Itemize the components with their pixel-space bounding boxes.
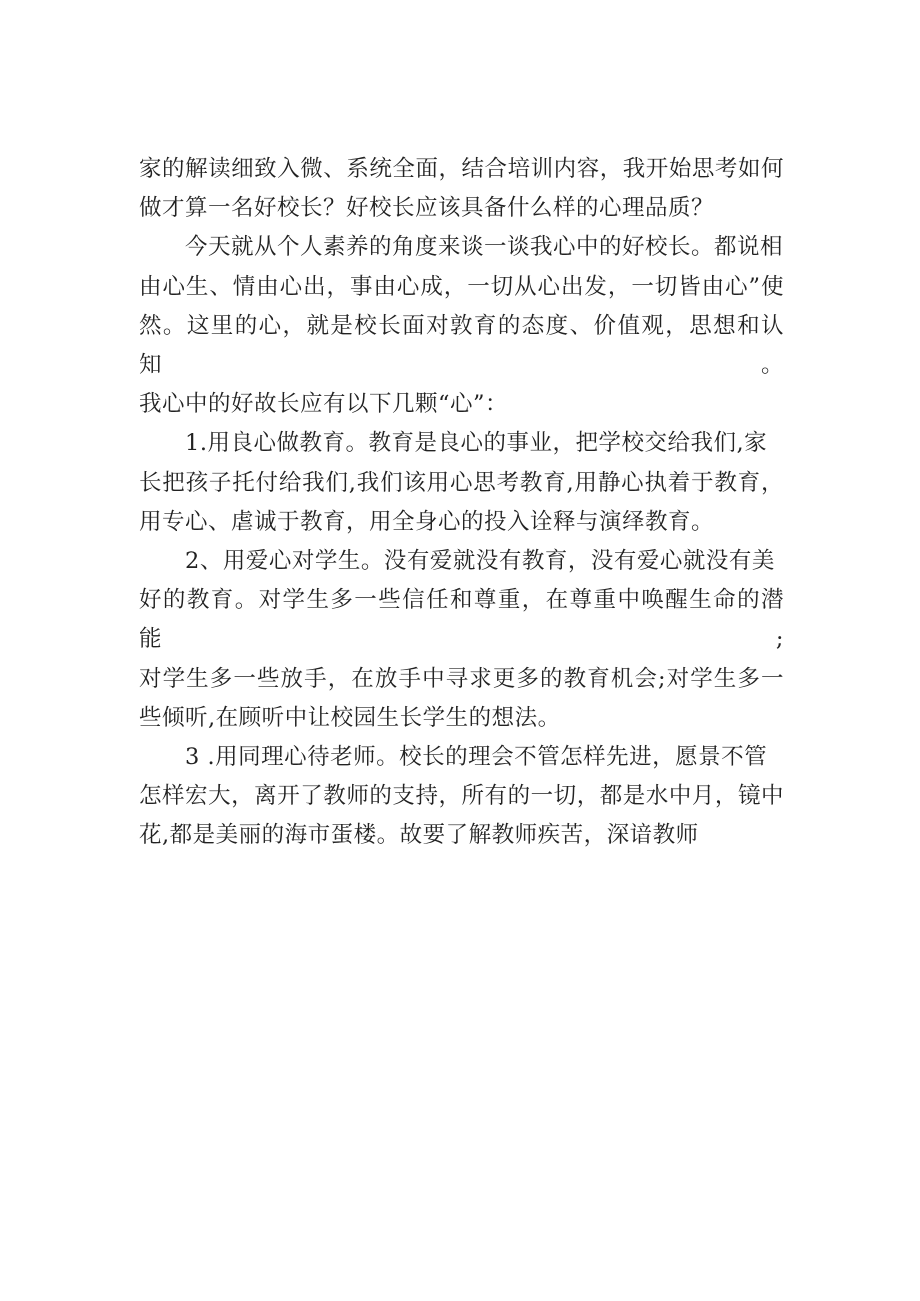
document-body (139, 150, 784, 856)
text-line: 由心生、情由心出，事由心成，一切从心出发，一切皆由心”使 (139, 273, 784, 300)
text-line: 花,都是美丽的海市蛋楼。故要了解教师疾苦，深谙教师 (139, 822, 699, 849)
text-line: 今天就从个人素养的角度来谈一谈我心中的好校长。都说相 (185, 234, 784, 261)
text-line: 做才算一名好校长？好校长应该具备什么样的心理品质？ (139, 195, 715, 222)
text-line: 好的教育。对学生多一些信任和尊重，在尊重中唤醒生命的潜能; (139, 587, 784, 653)
text-line: 对学生多一些放手，在放手中寻求更多的教育机会;对学生多一 (139, 665, 784, 692)
text-line: 家的解读细致入微、系统全面，结合培训内容，我开始思考如何 (139, 156, 784, 182)
text-line: 些倾听,在顾听中让校园生长学生的想法。 (139, 704, 561, 731)
paragraph-4 (139, 542, 784, 738)
paragraph-2 (139, 228, 784, 424)
text-line: 1.用良心做教育。教育是良心的事业，把学校交给我们,家 (185, 430, 768, 457)
paragraph-1 (139, 150, 784, 228)
paragraph-5 (139, 738, 784, 856)
text-line: 3 .用同理心待老师。校长的理会不管怎样先进，愿景不管 (185, 744, 768, 771)
text-line: 用专心、虐诚于教育，用全身心的投入诠释与演绎教育。 (139, 508, 715, 535)
text-line: 我心中的好故长应有以下几颗“心”： (139, 391, 509, 418)
text-line: 然。这里的心，就是校长面对敦育的态度、价值观，思想和认知。 (139, 312, 784, 379)
text-line: 怎样宏大，离开了教师的支持，所有的一切，都是水中月，镜中 (139, 783, 784, 810)
paragraph-3 (139, 424, 784, 542)
text-line: 2、用爱心对学生。没有爱就没有教育，没有爱心就没有美 (185, 548, 775, 575)
text-line: 长把孩子托付给我们,我们该用心思考教育,用静心执着于教育， (139, 469, 784, 496)
